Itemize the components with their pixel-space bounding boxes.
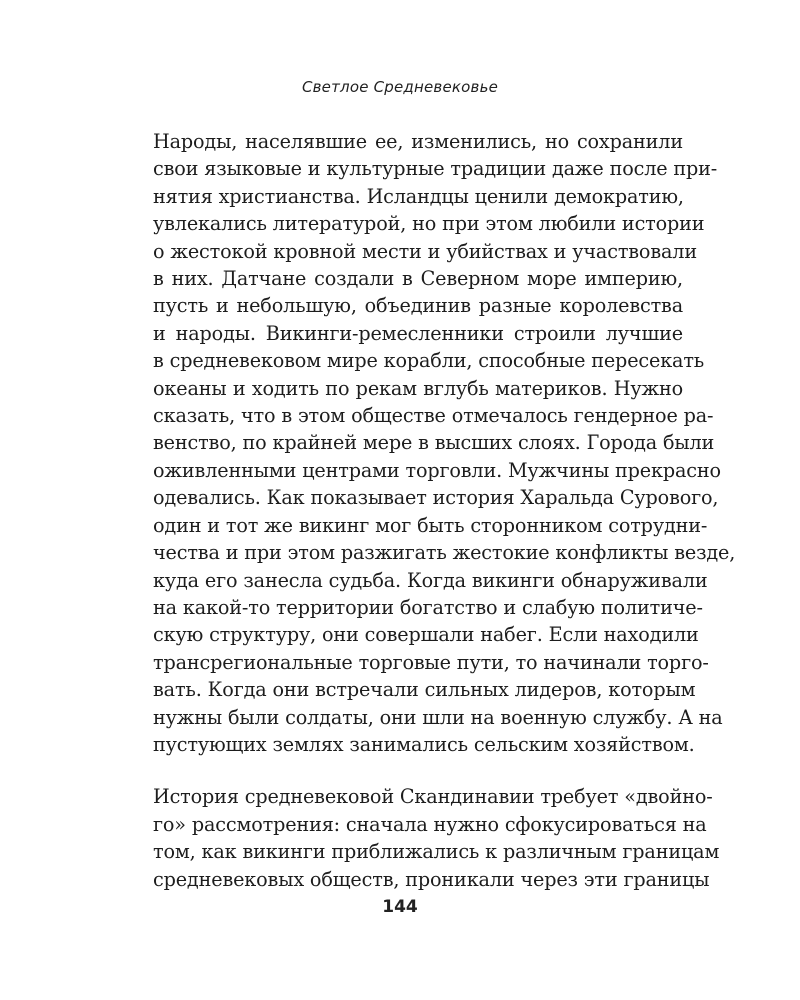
text-line: вать. Когда они встречали сильных лидеров, которым	[153, 678, 696, 702]
text-line: средневековых обществ, проникали через эти границы	[153, 867, 710, 891]
text-line: в них. Датчане создали в Северном море империю,	[153, 267, 683, 291]
text-line: Народы, населявшие ее, изменились, но сохранили	[153, 130, 683, 153]
text-line: нятия христианства. Исландцы ценили демократию,	[153, 184, 684, 208]
text-line: куда его занесла судьба. Когда викинги обнаруживали	[153, 568, 708, 592]
paragraph-2	[153, 783, 720, 893]
text-line: пустующих землях занимались сельским хозяйством.	[153, 732, 695, 756]
text-line: чества и при этом разжигать жестокие конфликты везде,	[153, 541, 736, 565]
text-line: свои языковые и культурные традиции даже после при-	[153, 157, 718, 181]
text-line: на какой-то территории богатство и слабую политиче-	[153, 595, 703, 619]
text-line: пусть и небольшую, объединив разные королевства	[153, 294, 683, 318]
text-line: одевались. Как показывает история Харальда Сурового,	[153, 486, 719, 510]
running-head: Светлое Средневековье	[301, 78, 499, 96]
text-line: трансрегиональные торговые пути, то начинали торго-	[153, 650, 709, 674]
text-line: сказать, что в этом обществе отмечалось гендерное ра-	[153, 404, 714, 428]
text-line: нужны были солдаты, они шли на военную службу. А на	[153, 705, 723, 729]
paragraph-1	[153, 128, 736, 758]
text-line: История средневековой Скандинавии требует «двойно-	[153, 785, 713, 809]
text-line: венство, по крайней мере в высших слоях. Города были	[153, 431, 715, 455]
text-line: том, как викинги приближались к различным границам	[153, 840, 720, 864]
text-line: го» рассмотрения: сначала нужно сфокусироваться на	[153, 812, 707, 836]
text-line: скую структуру, они совершали набег. Если находили	[153, 623, 699, 647]
text-line: увлекались литературой, но при этом любили истории	[153, 212, 705, 236]
page-number: 144	[382, 897, 418, 917]
text-line: в средневековом мире корабли, способные пересекать	[153, 349, 705, 373]
text-line: океаны и ходить по рекам вглубь материков. Нужно	[153, 376, 683, 400]
text-line: о жестокой кровной мести и убийствах и участвовали	[153, 239, 697, 263]
text-line: оживленными центрами торговли. Мужчины прекрасно	[153, 458, 721, 482]
text-line: и народы. Викинги-ремесленники строили лучшие	[153, 321, 683, 345]
text-line: один и тот же викинг мог быть сторонником сотрудни-	[153, 513, 708, 537]
body-text	[153, 128, 736, 893]
